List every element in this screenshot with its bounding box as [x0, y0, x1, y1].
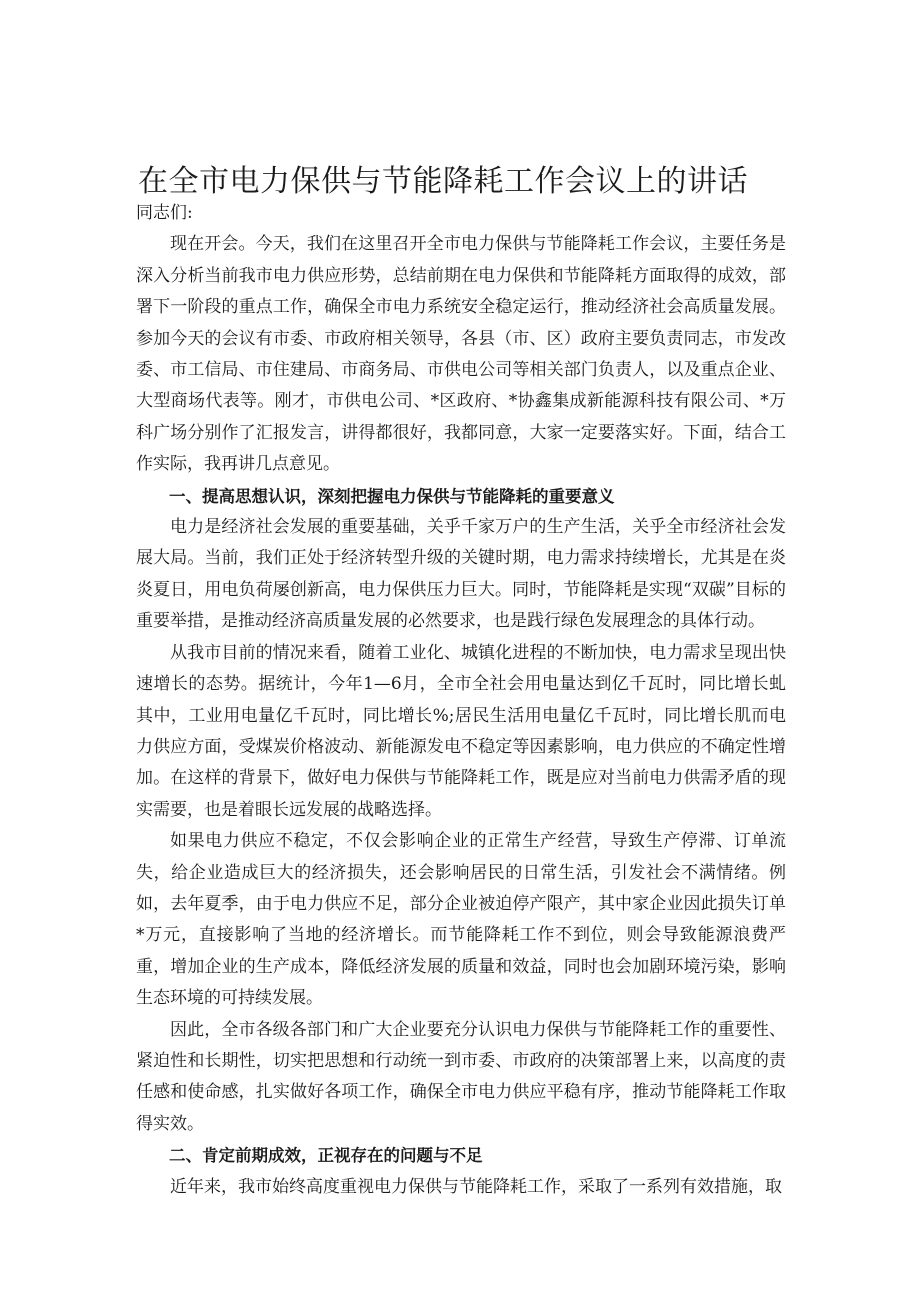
paragraph-risks: 如果电力供应不稳定，不仅会影响企业的正常生产经营，导致生产停滞、订单流失，给企业造成巨大的经济损失，还会影响居民的日常生活，引发社会不满情绪。例如，去年夏季，由于电力供应不足，部分企业被迫停产限产，其中家企业因此损失订单*万元，直接影响了当地的经济增长。而节能降耗工作不到位，则会导致能源浪费严重，增加企业的生产成本，降低经济发展的质量和效益，同时也会加剧环境污染，影响生态环境的可持续发展。 [136, 831, 786, 1009]
section-heading-1: 一、提高思想认识，深刻把握电力保供与节能降耗的重要意义 [169, 486, 615, 506]
paragraph-opening: 现在开会。今天，我们在这里召开全市电力保供与节能降耗工作会议，主要任务是深入分析当前我市电力供应形势，总结前期在电力保供和节能降耗方面取得的成效，部署下一阶段的重点工作，确保全市电力系统安全稳定运行，推动经济社会高质量发展。参加今天的会议有市委、市政府相关领导，各县（市、区）政府主要负责同志，市发改委、市工信局、市住建局、市商务局、市供电公司等相关部门负责人，以及重点企业、大型商场代表等。刚才，市供电公司、*区政府、*协鑫集成新能源科技有限公司、*万科广场分别作了汇报发言，讲得都很好，我都同意，大家一定要落实好。下面，结合工作实际，我再讲几点意见。 [136, 234, 786, 475]
section-heading-2: 二、肯定前期成效，正视存在的问题与不足 [169, 1146, 483, 1166]
paragraph-current-situation: 从我市目前的情况来看，随着工业化、城镇化进程的不断加快，电力需求呈现出快速增长的态势。据统计，今年1—6月，全市全社会用电量达到亿千瓦时，同比增长虬其中，工业用电量亿千瓦时，同比增长%;居民生活用电量亿千瓦时，同比增长肌而电力供应方面，受煤炭价格波动、新能源发电不稳定等因素影响，电力供应的不确定性增加。在这样的背景下，做好电力保供与节能降耗工作，既是应对当前电力供需矛盾的现实需要，也是着眼长远发展的战略选择。 [136, 642, 786, 820]
salutation: 同志们: [136, 203, 193, 223]
document-body [136, 198, 786, 1203]
paragraph-conclusion: 因此，全市各级各部门和广大企业要充分认识电力保供与节能降耗工作的重要性、紧迫性和长期性，切实把思想和行动统一到市委、市政府的决策部署上来，以高度的责任感和使命感，扎实做好各项工作，确保全市电力供应平稳有序，推动节能降耗工作取得实效。 [136, 1019, 786, 1134]
paragraph-achievements: 近年来，我市始终高度重视电力保供与节能降耗工作，采取了一系列有效措施，取 [170, 1176, 782, 1197]
paragraph-significance: 电力是经济社会发展的重要基础，关乎千家万户的生产生活，关乎全市经济社会发展大局。当前，我们正处于经济转型升级的关键时期，电力需求持续增长，尤其是在炎炎夏日，用电负荷屡创新高，电力保供压力巨大。同时，节能降耗是实现“双碳”目标的重要举措，是推动经济高质量发展的必然要求，也是践行绿色发展理念的具体行动。 [136, 517, 786, 632]
document-title: 在全市电力保供与节能降耗工作会议上的讲话 [138, 164, 748, 200]
